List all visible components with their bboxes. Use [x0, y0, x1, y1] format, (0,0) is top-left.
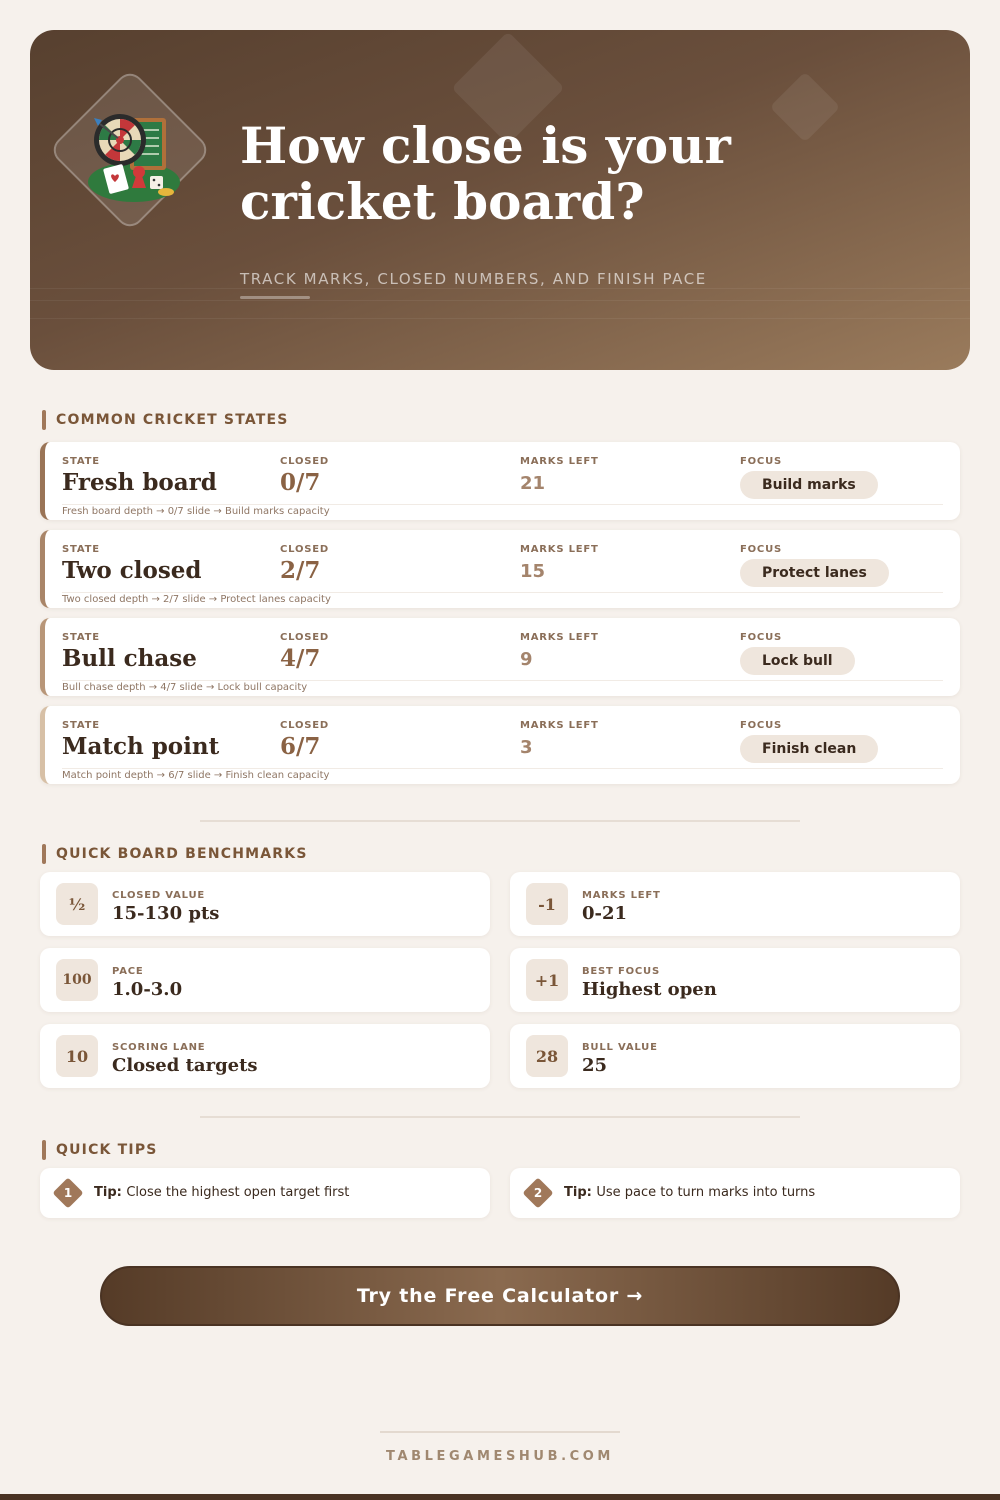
row-divider: [62, 592, 943, 593]
subtitle-underline: [240, 296, 310, 299]
state-label: STATE: [62, 456, 100, 467]
state-row-fresh-board: [40, 442, 960, 520]
benchmark-value: Highest open: [582, 979, 717, 1000]
section-divider: [200, 820, 800, 822]
benchmarks-heading-text: QUICK BOARD BENCHMARKS: [56, 846, 308, 862]
focus-pill: Lock bull: [740, 647, 855, 675]
heading-accent-bar: [42, 844, 46, 864]
state-row-match-point: [40, 706, 960, 784]
marks-left-label: MARKS LEFT: [520, 720, 599, 731]
closed-label: CLOSED: [280, 456, 329, 467]
hero-banner: [30, 30, 970, 370]
benchmark-label: SCORING LANE: [112, 1042, 206, 1053]
benchmark-value: 15-130 pts: [112, 903, 220, 924]
tip-prefix: Tip:: [564, 1185, 597, 1200]
benchmark-badge: 10: [56, 1035, 98, 1077]
row-footnote: Fresh board depth → 0/7 slide → Build marks capacity: [62, 506, 330, 517]
state-label: STATE: [62, 544, 100, 555]
darts-board-games-icon: [70, 96, 194, 220]
marks-left-value: 3: [520, 737, 533, 758]
heading-accent-bar: [42, 410, 46, 430]
row-divider: [62, 768, 943, 769]
closed-value: 2/7: [280, 557, 321, 584]
section-divider: [200, 1116, 800, 1118]
tip-number-badge: [524, 1179, 552, 1207]
benchmark-pace: [40, 948, 490, 1012]
state-row-bull-chase: [40, 618, 960, 696]
benchmark-badge: 100: [56, 959, 98, 1001]
footer-divider: [380, 1431, 620, 1433]
states-heading-text: COMMON CRICKET STATES: [56, 412, 289, 428]
tip-number-badge: [54, 1179, 82, 1207]
decor-line: [30, 300, 970, 301]
tip-body: Use pace to turn marks into turns: [596, 1185, 816, 1200]
benchmark-closed-value: [40, 872, 490, 936]
benchmark-value: 0-21: [582, 903, 628, 924]
focus-label: FOCUS: [740, 720, 782, 731]
closed-value: 0/7: [280, 469, 321, 496]
state-name: Fresh board: [62, 469, 217, 496]
benchmarks-heading: [42, 844, 308, 864]
heading-accent-bar: [42, 1140, 46, 1160]
benchmark-value: 25: [582, 1055, 608, 1076]
decor-line: [30, 288, 970, 289]
closed-value: 6/7: [280, 733, 321, 760]
free-calculator-button[interactable]: Try the Free Calculator →: [100, 1266, 900, 1326]
tip-prefix: Tip:: [94, 1185, 127, 1200]
page-title: How close is your cricket board?: [240, 116, 731, 231]
closed-value: 4/7: [280, 645, 321, 672]
benchmark-badge: 28: [526, 1035, 568, 1077]
tip-card-2: [510, 1168, 960, 1218]
benchmark-label: MARKS LEFT: [582, 890, 661, 901]
focus-pill: Build marks: [740, 471, 878, 499]
decor-line: [30, 318, 970, 319]
row-divider: [62, 504, 943, 505]
benchmark-label: BULL VALUE: [582, 1042, 658, 1053]
row-footnote: Match point depth → 6/7 slide → Finish clean capacity: [62, 770, 330, 781]
tip-card-1: [40, 1168, 490, 1218]
marks-left-value: 9: [520, 649, 533, 670]
tip-number: 1: [63, 1186, 73, 1200]
tip-body: Close the highest open target first: [126, 1185, 350, 1200]
tip-text: [564, 1185, 815, 1200]
closed-label: CLOSED: [280, 632, 329, 643]
closed-label: CLOSED: [280, 720, 329, 731]
tips-heading: [42, 1140, 158, 1160]
tip-text: [94, 1185, 349, 1200]
marks-left-value: 21: [520, 473, 546, 494]
focus-pill: Finish clean: [740, 735, 878, 763]
state-name: Match point: [62, 733, 220, 760]
marks-left-value: 15: [520, 561, 546, 582]
focus-pill: Protect lanes: [740, 559, 889, 587]
benchmark-badge: -1: [526, 883, 568, 925]
benchmark-marks-left: [510, 872, 960, 936]
state-name: Two closed: [62, 557, 202, 584]
benchmark-value: Closed targets: [112, 1055, 258, 1076]
footer-site[interactable]: TABLEGAMESHUB.COM: [386, 1449, 614, 1464]
benchmark-scoring-lane: [40, 1024, 490, 1088]
marks-left-label: MARKS LEFT: [520, 544, 599, 555]
closed-label: CLOSED: [280, 544, 329, 555]
focus-label: FOCUS: [740, 456, 782, 467]
benchmark-badge: +1: [526, 959, 568, 1001]
row-footnote: Two closed depth → 2/7 slide → Protect lanes capacity: [62, 594, 331, 605]
marks-left-label: MARKS LEFT: [520, 632, 599, 643]
benchmark-value: 1.0-3.0: [112, 979, 183, 1000]
benchmark-bull-value: [510, 1024, 960, 1088]
state-label: STATE: [62, 720, 100, 731]
benchmark-best-focus: [510, 948, 960, 1012]
row-footnote: Bull chase depth → 4/7 slide → Lock bull capacity: [62, 682, 308, 693]
focus-label: FOCUS: [740, 544, 782, 555]
bottom-bar: [0, 1494, 1000, 1500]
benchmark-label: CLOSED VALUE: [112, 890, 206, 901]
focus-label: FOCUS: [740, 632, 782, 643]
benchmark-badge: ½: [56, 883, 98, 925]
marks-left-label: MARKS LEFT: [520, 456, 599, 467]
tip-number: 2: [533, 1186, 543, 1200]
state-name: Bull chase: [62, 645, 197, 672]
state-label: STATE: [62, 632, 100, 643]
benchmark-label: PACE: [112, 966, 144, 977]
state-row-two-closed: [40, 530, 960, 608]
row-divider: [62, 680, 943, 681]
tips-heading-text: QUICK TIPS: [56, 1142, 158, 1158]
page-subtitle: TRACK MARKS, CLOSED NUMBERS, AND FINISH PACE: [240, 270, 707, 288]
states-heading: [42, 410, 289, 430]
benchmark-label: BEST FOCUS: [582, 966, 660, 977]
